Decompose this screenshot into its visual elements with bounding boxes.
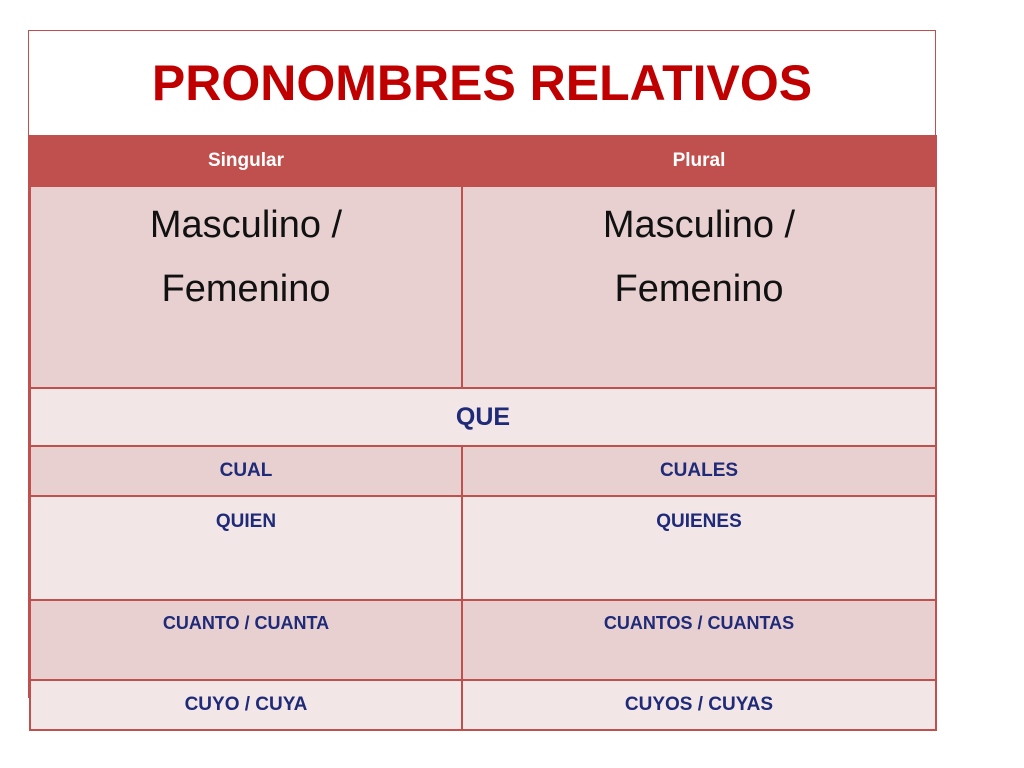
row-cuanto-plural: CUANTOS / CUANTAS [462,600,936,680]
table-header-row [30,136,936,186]
header-singular: Singular [30,136,462,186]
row-cuyo-singular: CUYO / CUYA [30,680,462,730]
row-quien-plural: QUIENES [462,496,936,600]
gender-singular-cell [30,186,462,388]
row-quien-singular: QUIEN [30,496,462,600]
slide-frame [28,30,936,715]
pronouns-table [29,135,937,731]
gender-singular-line2: Femenino [161,268,331,310]
row-cuyo-plural: CUYOS / CUYAS [462,680,936,730]
gender-plural-cell [462,186,936,388]
row-cual-plural: CUALES [462,446,936,496]
table-row [30,446,936,496]
shared-row [30,388,936,446]
header-plural: Plural [462,136,936,186]
row-cual-singular: CUAL [30,446,462,496]
table-row [30,680,936,730]
gender-singular-line1: Masculino / [149,204,343,246]
table-row [30,496,936,600]
row-cuanto-singular: CUANTO / CUANTA [30,600,462,680]
gender-plural-line2: Femenino [614,268,784,310]
slide-title: PRONOMBRES RELATIVOS [151,55,813,111]
shared-que-cell: QUE [30,388,936,446]
gender-plural-line1: Masculino / [602,204,796,246]
table-row [30,600,936,680]
gender-row [30,186,936,388]
